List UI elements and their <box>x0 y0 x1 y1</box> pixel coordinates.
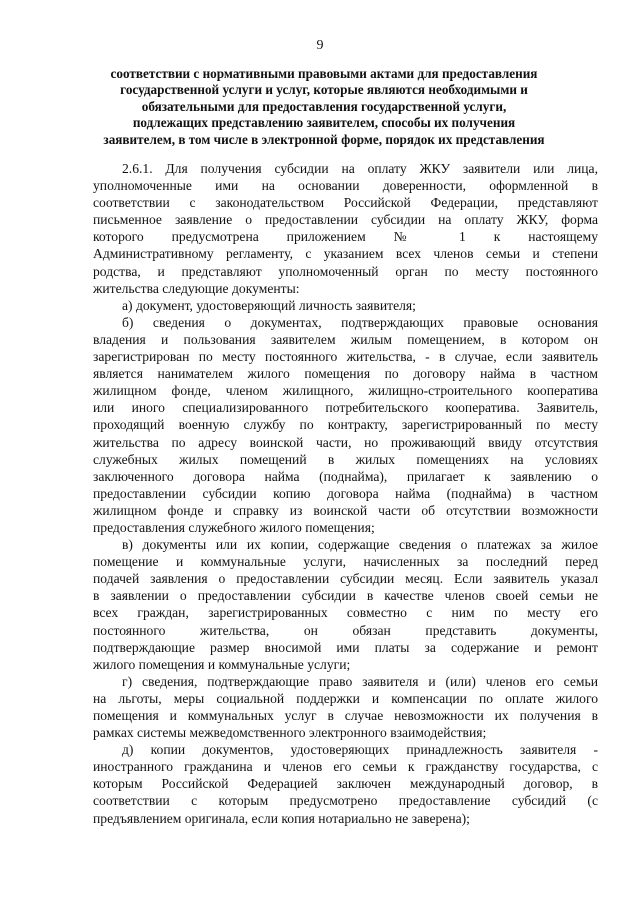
text-line: письменное заявление о предоставлении субсидии на оплату ЖКУ, форма <box>93 212 598 228</box>
text-line: подачей заявления о предоставлении субсидии месяц. Если заявитель указал <box>93 571 598 587</box>
heading-line: государственной услуги и услуг, которые являются необходимыми и <box>120 82 528 98</box>
text-line: служебных жилых помещений в жилых помещениях на условиях <box>93 451 598 467</box>
section-heading <box>96 66 552 148</box>
text-line: соответствии с законодательством Российской Федерации, представляют <box>93 195 598 211</box>
text-line: подтверждающие размер вносимой ими платы за содержание и ремонт <box>93 639 598 655</box>
text-line: родства, и представляют уполномоченный орган по месту постоянного <box>93 263 598 279</box>
heading-line: подлежащих представлению заявителем, способы их получения <box>132 115 516 131</box>
text-line: соответствии с которым предусмотрено предоставление субсидий (с <box>93 793 598 809</box>
text-line: иностранного гражданина и членов его семьи к гражданству государства, с <box>93 759 598 775</box>
text-line: которым Российской Федерацией заключен международный договор, в <box>93 776 598 792</box>
text-line: или иного специализированного потребительского кооператива. Заявитель, <box>93 400 598 416</box>
text-line: проходящий военную службу по контракту, зарегистрированный по месту <box>93 417 598 433</box>
text-line: предъявлением оригинала, если копия нотариально не заверена); <box>93 810 470 826</box>
text-line: владения и пользования заявителем жилым помещением, в котором он <box>93 331 598 347</box>
heading-line: заявителем, в том числе в электронной форме, порядок их представления <box>103 131 545 147</box>
text-line: жительства по адресу воинской части, но проживающий ввиду отсутствия <box>93 434 598 450</box>
text-line: зарегистрирован по месту постоянного жительства, - в случае, если заявитель <box>93 349 598 365</box>
text-line: на льготы, меры социальной поддержки и компенсации по оплате жилого <box>93 690 598 706</box>
document-body <box>93 160 598 827</box>
heading-line: соответствии с нормативными правовыми актами для предоставления <box>110 66 538 81</box>
text-line: б) сведения о документах, подтверждающих правовые основания <box>122 314 598 330</box>
text-line: является нанимателем жилого помещения по договору найма в частном <box>93 366 598 382</box>
text-line: всех граждан, зарегистрированных совместно с ним по месту его <box>93 605 598 621</box>
text-line: в) документы или их копии, содержащие сведения о платежах за жилое <box>122 537 598 553</box>
text-line: жилищном фонде и справку из воинской части об отсутствии возможности <box>93 502 598 518</box>
text-line: Административному регламенту, с указанием всех членов семьи и степени <box>93 246 598 262</box>
text-line: помещение и коммунальные услуги, начисленных за последний перед <box>93 554 598 570</box>
text-line: жилого помещения и коммунальные услуги; <box>93 656 351 672</box>
text-line: г) сведения, подтверждающие право заявителя и (или) членов его семьи <box>122 673 598 689</box>
text-line: д) копии документов, удостоверяющих принадлежность заявителя - <box>122 742 598 758</box>
text-line: предоставлении субсидии копию договора найма (поднайма) в частном <box>93 485 598 501</box>
text-line: рамках системы межведомственного электронного взаимодействия; <box>93 725 487 741</box>
text-line: заключенного договора найма (поднайма), прилагает к заявлению о <box>93 468 598 484</box>
heading-line: обязательными для предоставления государственной услуги, <box>141 98 507 114</box>
text-line: жилищном фонде, членом жилищного, жилищно-строительного кооператива <box>93 383 598 399</box>
text-line: жительства следующие документы: <box>93 280 300 296</box>
text-line: которого предусмотрена приложением № 1 к настоящему <box>93 229 598 245</box>
text-line: в заявлении о предоставлении субсидии в качестве членов своей семьи не <box>93 588 598 604</box>
text-line: а) документ, удостоверяющий личность заявителя; <box>122 297 416 313</box>
page-number: 9 <box>316 38 324 53</box>
text-line: постоянного жительства, он обязан представить документы, <box>93 622 598 638</box>
text-line: 2.6.1. Для получения субсидии на оплату ЖКУ заявители или лица, <box>122 161 598 176</box>
text-line: уполномоченные ими на основании доверенности, оформленной в <box>93 178 598 194</box>
text-line: помещения и коммунальных услуг в случае невозможности их получения в <box>93 708 598 723</box>
text-line: предоставления служебного жилого помещения; <box>93 519 375 535</box>
